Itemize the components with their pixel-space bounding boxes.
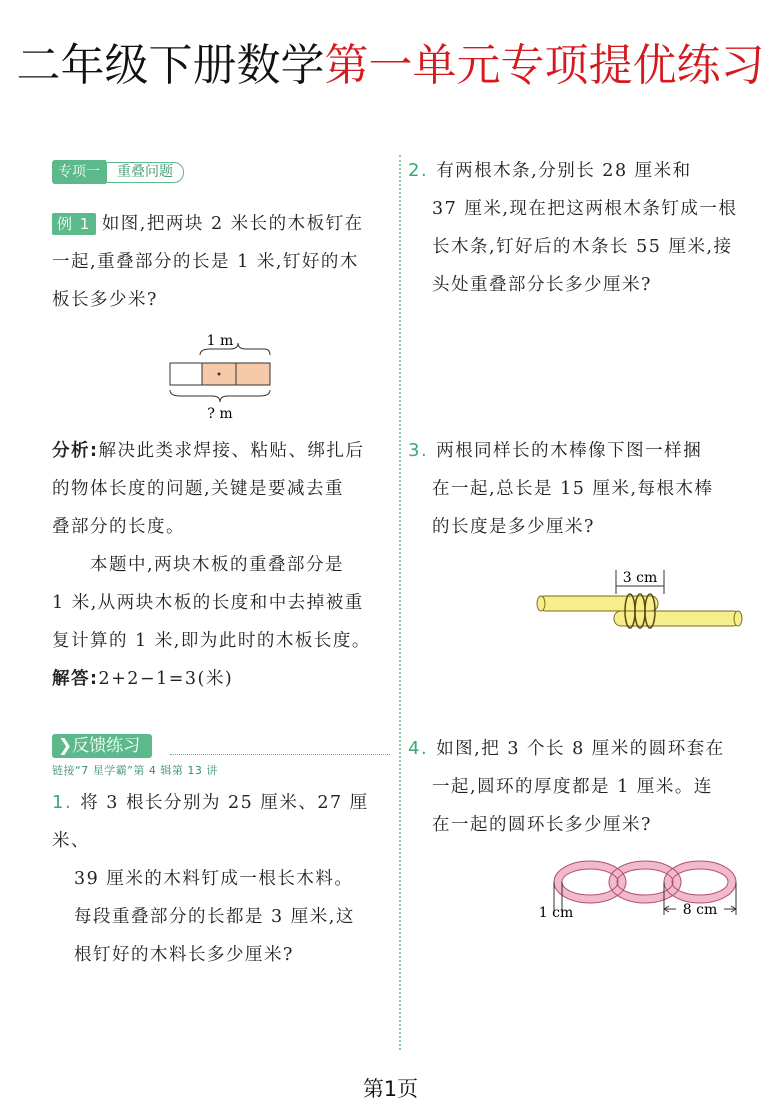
problem-4-line-2: 一起,圆环的厚度都是 1 厘米。连 — [432, 777, 713, 797]
problem-2 — [408, 152, 753, 304]
example-line-3: 板长多少米? — [52, 290, 158, 310]
problem-2-line-3: 长木条,钉好后的木条长 55 厘米,接 — [432, 237, 733, 257]
analysis-line-1: 解决此类求焊接、粘贴、绑扎后 — [98, 441, 365, 461]
analysis-line-4: 本题中,两块木板的重叠部分是 — [90, 555, 345, 575]
feedback-dotted-line — [170, 754, 390, 755]
chevron-right-icon: ❯ — [58, 736, 73, 756]
topic-name: 重叠问题 — [106, 162, 184, 183]
example-line-2: 一起,重叠部分的长是 1 米,钉好的木 — [52, 252, 359, 272]
link-note: 链接“7 星学霸”第 4 辑第 13 讲 — [52, 764, 218, 777]
problem-1-line-1: 将 3 根长分别为 25 厘米、27 厘米、 — [52, 793, 369, 851]
analysis-line-2: 的物体长度的问题,关键是要减去重 — [52, 479, 345, 499]
problem-3-line-3: 的长度是多少厘米? — [432, 517, 595, 537]
stick-1-end — [537, 596, 545, 611]
rings-figure — [530, 855, 750, 930]
feedback-label — [52, 734, 152, 758]
problem-1 — [52, 784, 397, 974]
feedback-label-text: 反馈练习 — [72, 736, 141, 756]
answer-label: 解答: — [52, 669, 99, 689]
problem-2-number: 2. — [408, 160, 429, 181]
problem-1-line-4: 根钉好的木料长多少厘米? — [74, 945, 294, 965]
problem-2-line-1: 有两根木条,分别长 28 厘米和 — [436, 161, 692, 181]
problem-4-number: 4. — [408, 738, 429, 759]
topic-header — [52, 160, 184, 184]
page-title — [0, 36, 781, 96]
analysis-line-3: 叠部分的长度。 — [52, 517, 185, 537]
title-red-part: 第一单元专项提优练习 — [324, 40, 765, 91]
problem-1-line-3: 每段重叠部分的长都是 3 厘米,这 — [74, 907, 355, 927]
stick-2-end — [734, 611, 742, 626]
stick-1 — [538, 596, 658, 611]
tie-length-label: 3 cm — [622, 570, 658, 586]
example-1 — [52, 205, 392, 319]
bottom-brace — [170, 390, 270, 402]
thickness-label: 1 cm — [538, 905, 574, 921]
problem-4-line-3: 在一起的圆环长多少厘米? — [432, 815, 652, 835]
problem-3-number: 3. — [408, 440, 429, 461]
title-black-part: 二年级下册数学 — [16, 40, 325, 91]
overlap-label: 1 m — [206, 333, 234, 349]
problem-3 — [408, 432, 753, 546]
diameter-label: 8 cm — [682, 902, 718, 918]
example-line-1: 如图,把两块 2 米长的木板钉在 — [101, 214, 364, 234]
analysis-line-5: 1 米,从两块木板的长度和中去掉被重 — [52, 593, 364, 613]
problem-4-line-1: 如图,把 3 个长 8 厘米的圆环套在 — [436, 739, 725, 759]
topic-tag: 专项一 — [52, 160, 106, 184]
column-divider — [399, 155, 401, 1050]
answer-text: 2+2−1=3(米) — [98, 669, 234, 689]
page-number: 第1页 — [362, 1077, 419, 1101]
analysis — [52, 432, 397, 698]
feedback-header — [52, 734, 392, 760]
problem-3-line-1: 两根同样长的木棒像下图一样捆 — [436, 441, 703, 461]
problem-2-line-2: 37 厘米,现在把这两根木条钉成一根 — [432, 199, 738, 219]
problem-3-line-2: 在一起,总长是 15 厘米,每根木棒 — [432, 479, 714, 499]
problem-1-line-2: 39 厘米的木料钉成一根长木料。 — [74, 869, 354, 889]
analysis-label: 分析: — [52, 441, 99, 461]
problem-4 — [408, 730, 753, 844]
analysis-line-6: 复计算的 1 米,即为此时的木板长度。 — [52, 631, 371, 651]
problem-1-number: 1. — [52, 792, 73, 813]
total-label: ? m — [207, 406, 233, 422]
sticks-figure — [532, 564, 747, 634]
overlap-dot — [218, 373, 221, 376]
example-badge: 例 1 — [52, 213, 96, 235]
problem-2-line-4: 头处重叠部分长多少厘米? — [432, 275, 652, 295]
boards-figure — [160, 330, 280, 422]
